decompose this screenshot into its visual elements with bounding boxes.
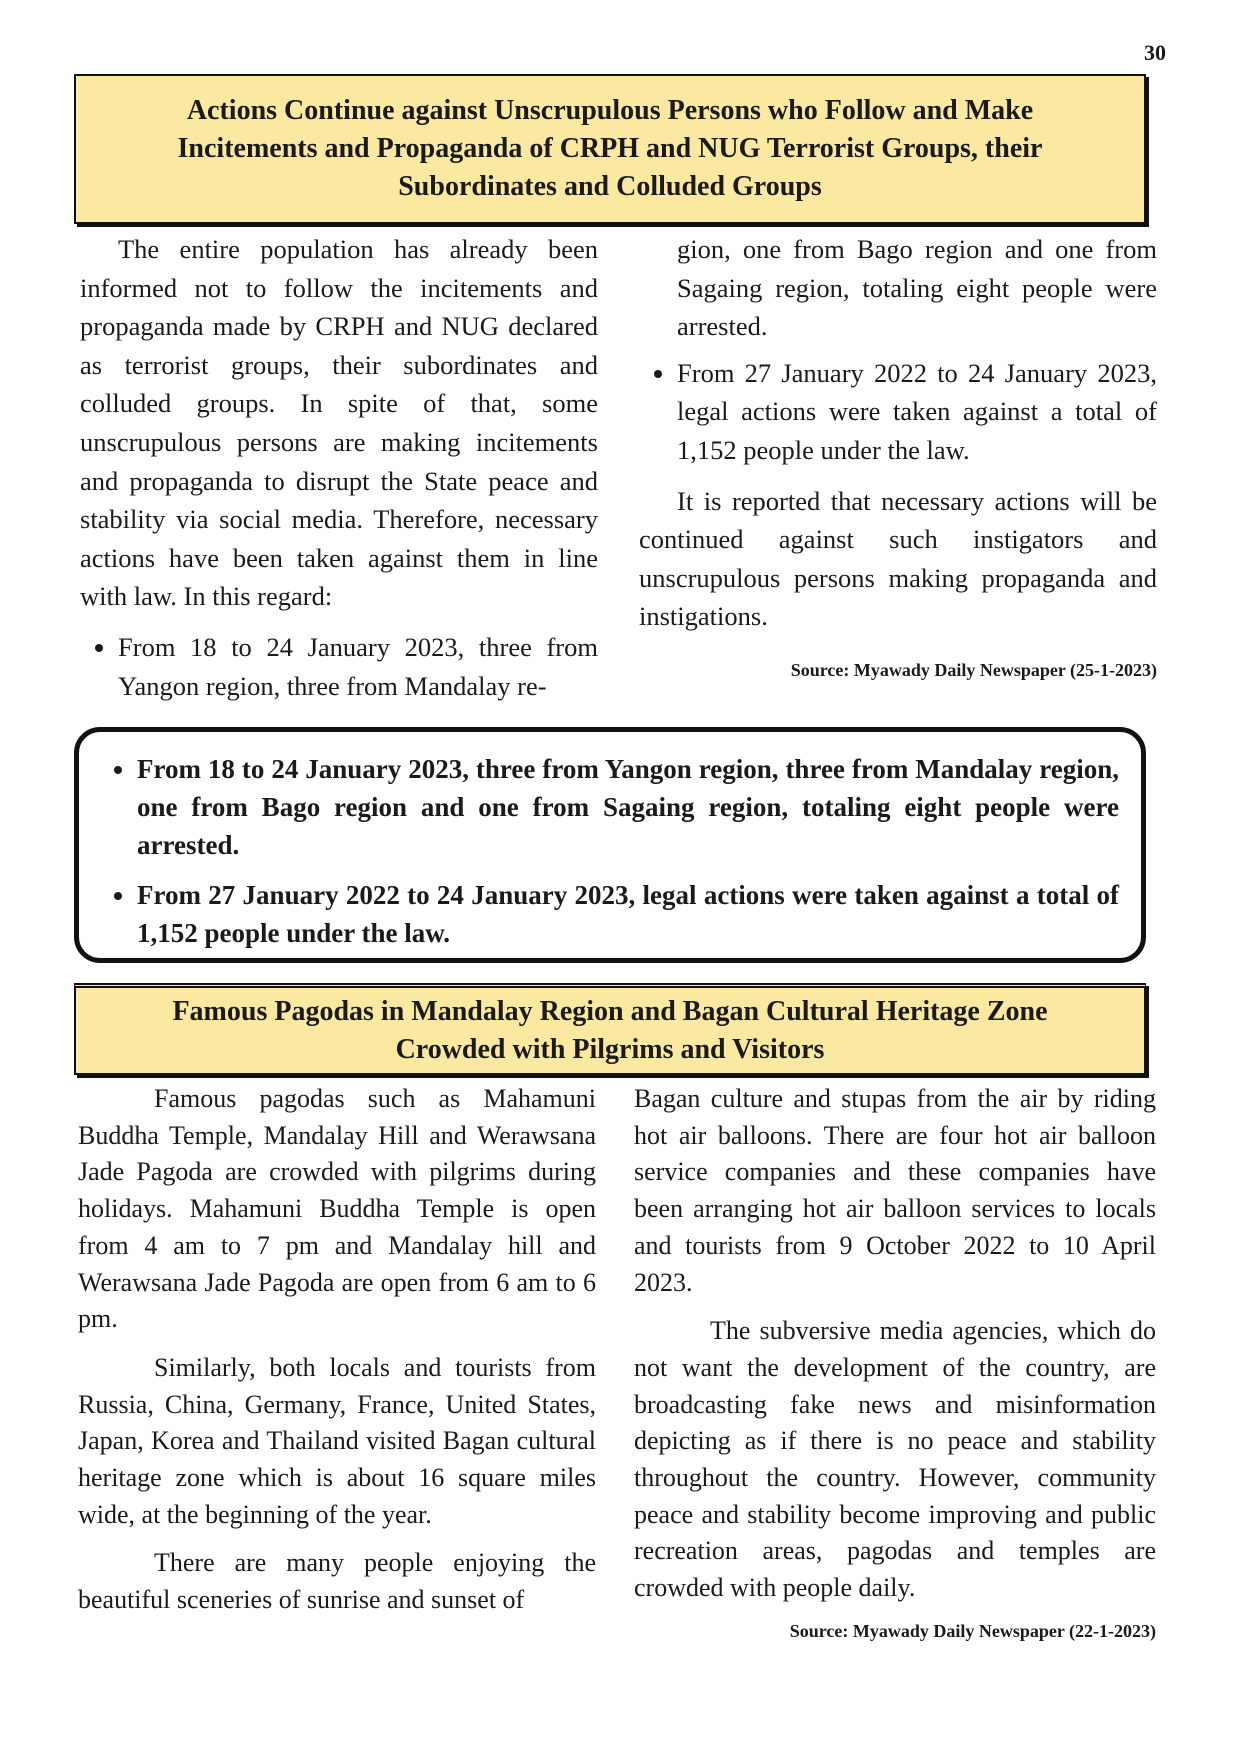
highlight-box — [74, 727, 1146, 963]
article2-headline — [74, 983, 1146, 1075]
list-item: • From 18 to 24 January 2023, three from Yangon region, three from Mandalay region, one from Bago region and one from Sagaing region, totaling eight people were arrested. — [137, 750, 1119, 864]
article2-left-column — [78, 1081, 596, 1631]
article1-closing: It is reported that necessary actions will be continued against such instigators and unscrupulous persons making propaganda and instigations. — [639, 485, 1157, 632]
article1-source: Source: Myawady Daily Newspaper (25-1-2023) — [790, 659, 1157, 680]
article2-para3-continued: Bagan culture and stupas from the air by riding hot air balloons. There are four hot air balloon service companies and these companies have been arranging hot air balloon services to locals and tourists from 9 October 2022 to 10 April 2023. — [634, 1084, 1156, 1297]
page-number: 30 — [1144, 40, 1166, 65]
highlight-list — [101, 750, 1119, 952]
headline-line: Actions Continue against Unscrupulous Persons who Follow and Make — [186, 95, 1034, 126]
article2-para2: Similarly, both locals and tourists from Russia, China, Germany, France, United States, Japan, Korea and Thailand visited Bagan cultural heritage zone which is about 16 square miles wide, at the beginning of the year. — [78, 1352, 596, 1529]
headline-line: Crowded with Pilgrims and Visitors — [395, 1033, 825, 1065]
article1-headline — [74, 74, 1146, 224]
headline-line: Subordinates and Colluded Groups — [398, 171, 822, 202]
list-item: • From 27 January 2022 to 24 January 2023, legal actions were taken against a total of 1,152 people under the law. — [137, 876, 1119, 952]
article2-right-column — [634, 1081, 1156, 1643]
article2-source: Source: Myawady Daily Newspaper (22-1-2023) — [789, 1620, 1156, 1641]
article1-intro: The entire population has already been informed not to follow the incitements and propaganda made by CRPH and NUG declared as terrorist groups, their subordinates and colluded groups. In spite of that, some unscrupulous persons are making incitements and propaganda to disrupt the State peace and stability via social media. Therefore, necessary actions have been taken against them in line with law. In this regard: — [80, 234, 598, 612]
headline-line: Incitements and Propaganda of CRPH and NUG Terrorist Groups, their — [177, 133, 1043, 164]
list-item: • From 18 to 24 January 2023, three from Yangon region, three from Mandalay re- — [118, 628, 598, 705]
article2-para4: The subversive media agencies, which do not want the development of the country, are broadcasting fake news and misinformation depicting as if there is no peace and stability throughout the country. However, community peace and stability become improving and public recreation areas, pagodas and temples are crowded with people daily. — [634, 1316, 1156, 1603]
article1-left-column — [80, 230, 598, 717]
headline-line: Famous Pagodas in Mandalay Region and Bagan Cultural Heritage Zone — [172, 995, 1048, 1027]
article1-right-column — [639, 230, 1157, 682]
list-item: • From 27 January 2022 to 24 January 2023, legal actions were taken against a total of 1,152 people under the law. — [677, 354, 1157, 470]
article2-para3-start: There are many people enjoying the beautiful sceneries of sunrise and sunset of — [78, 1548, 596, 1615]
article1-bullets-left — [80, 628, 598, 705]
article2-para1: Famous pagodas such as Mahamuni Buddha Temple, Mandalay Hill and Werawsana Jade Pagoda are crowded with pilgrims during holidays. Mahamuni Buddha Temple is open from 4 am to 7 pm and Mandalay hill and Werawsana Jade Pagoda are open from 6 am to 6 pm. — [78, 1084, 596, 1334]
article1-bullet1-continued: gion, one from Bago region and one from Sagaing region, totaling eight people were arrested. — [677, 234, 1157, 342]
article1-bullets-right — [639, 354, 1157, 470]
